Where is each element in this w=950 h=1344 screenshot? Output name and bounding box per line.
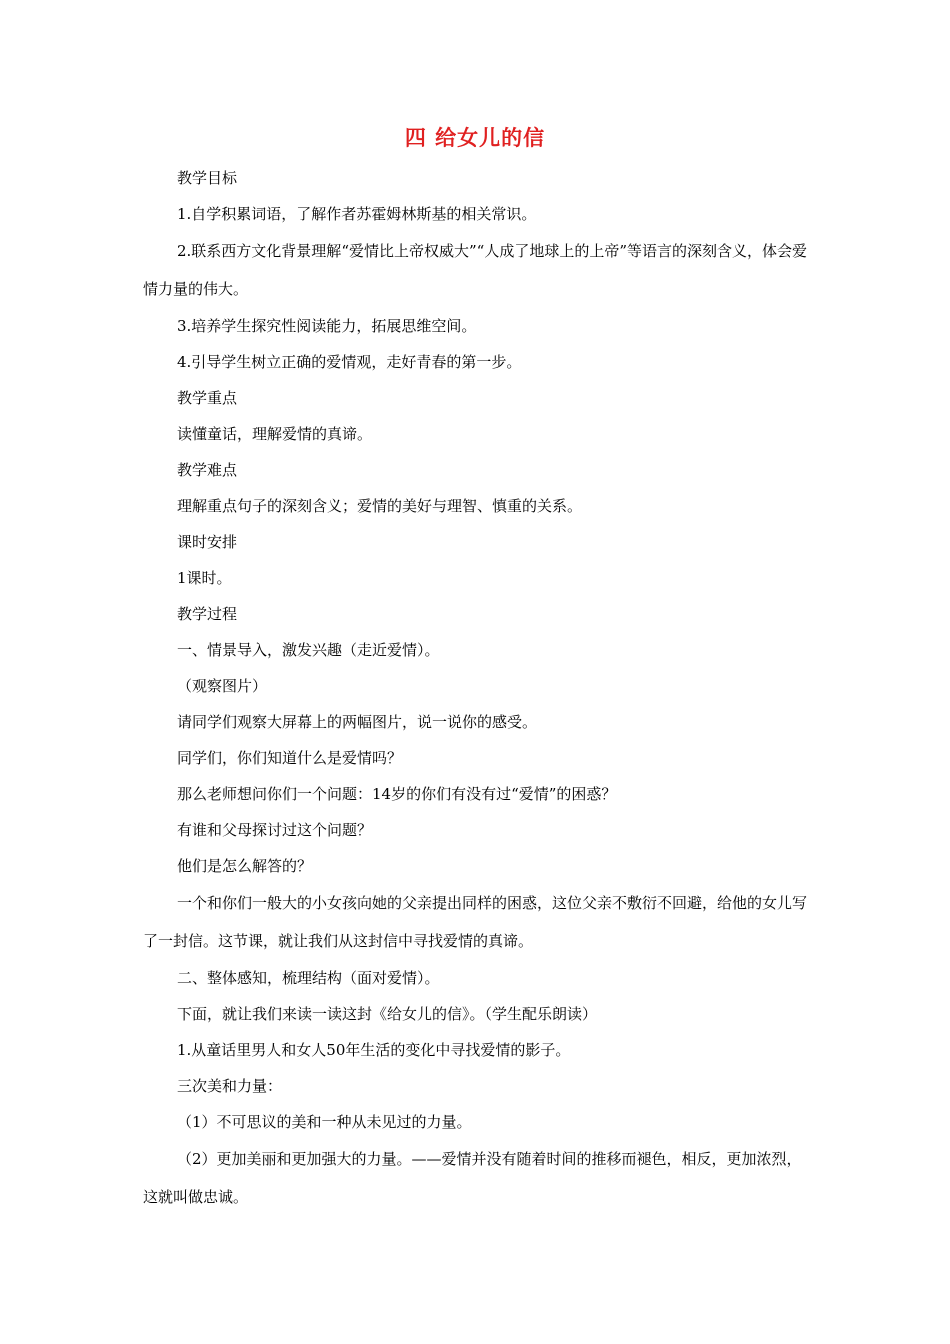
paragraph: 2.联系西方文化背景理解“爱情比上帝权威大”“人成了地球上的上帝”等语言的深刻含义，体会爱情力量的伟大。 <box>143 242 807 298</box>
paragraph: 二、整体感知，梳理结构（面对爱情）。 <box>177 969 440 987</box>
paragraph: 1.从童话里男人和女人50年生活的变化中寻找爱情的影子。 <box>177 1041 571 1059</box>
section-heading: 教学过程 <box>177 605 238 623</box>
document-title: 四 给女儿的信 <box>404 126 546 150</box>
paragraph: 有谁和父母探讨过这个问题？ <box>177 821 373 839</box>
paragraph: 那么老师想问你们一个问题：14岁的你们有没有过“爱情”的困惑？ <box>177 785 617 803</box>
paragraph: 3.培养学生探究性阅读能力，拓展思维空间。 <box>177 317 477 335</box>
paragraph: 1课时。 <box>177 569 232 587</box>
paragraph: （2）更加美丽和更加强大的力量。——爱情并没有随着时间的推移而褪色，相反，更加浓烈，这就叫做忠诚。 <box>143 1150 802 1206</box>
paragraph: 读懂童话，理解爱情的真谛。 <box>177 425 373 443</box>
paragraph: 同学们，你们知道什么是爱情吗？ <box>177 749 403 767</box>
paragraph: 三次美和力量： <box>177 1077 283 1095</box>
paragraph: 教学目标 <box>177 169 238 187</box>
paragraph: 一、情景导入，激发兴趣（走近爱情）。 <box>177 641 440 659</box>
paragraph: （1）不可思议的美和一种从未见过的力量。 <box>177 1113 472 1131</box>
section-heading: 课时安排 <box>177 533 238 551</box>
paragraph: 1.自学积累词语，了解作者苏霍姆林斯基的相关常识。 <box>177 205 537 223</box>
section-heading: 教学重点 <box>177 389 238 407</box>
document-body <box>143 160 807 1216</box>
paragraph: 理解重点句子的深刻含义；爱情的美好与理智、慎重的关系。 <box>177 497 583 515</box>
paragraph: 4.引导学生树立正确的爱情观，走好青春的第一步。 <box>177 353 522 371</box>
paragraph: 一个和你们一般大的小女孩向她的父亲提出同样的困惑，这位父亲不敷衍不回避，给他的女儿写了一封信。这节课，就让我们从这封信中寻找爱情的真谛。 <box>143 894 808 950</box>
paragraph: 他们是怎么解答的？ <box>177 857 313 875</box>
paragraph: （观察图片） <box>177 677 268 695</box>
paragraph: 请同学们观察大屏幕上的两幅图片，说一说你的感受。 <box>177 713 538 731</box>
section-heading: 教学难点 <box>177 461 238 479</box>
paragraph: 下面，就让我们来读一读这封《给女儿的信》。（学生配乐朗读） <box>177 1005 598 1023</box>
